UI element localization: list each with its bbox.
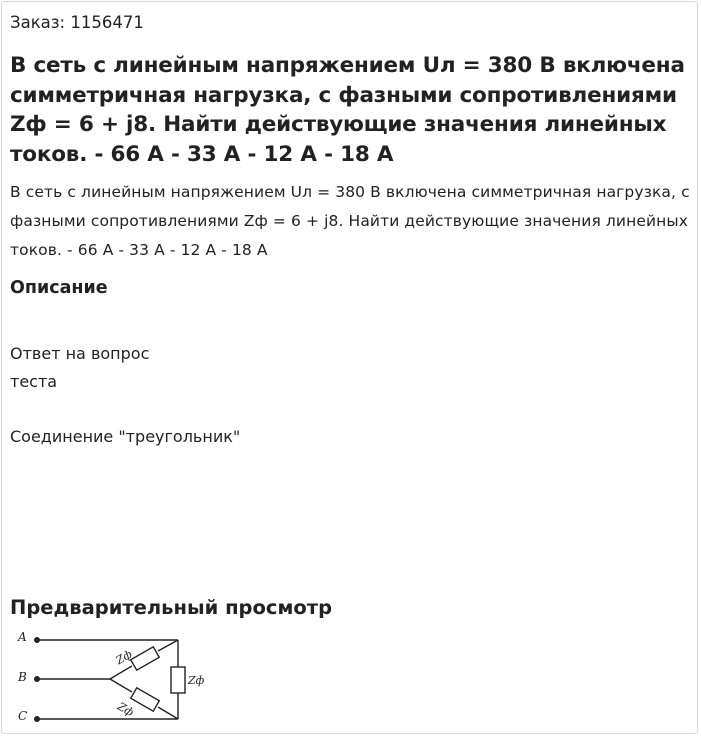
wire-diag-top-1 [110,666,132,679]
order-number: Заказ: 1156471 [10,13,144,32]
node-a-label: A [18,630,27,644]
preview-heading: Предварительный просмотр [10,596,333,619]
page-title: В сеть с линейным напряжением Uл = 380 В включена симметричная нагрузка, с фазными сопротивлениями Zф = 6 + j8. Найти действующие значения линейных токов. - 66 А - 33 А - 12 А - 18 А [10,53,685,167]
description-heading: Описание [10,278,108,298]
z-label-right: Zф [188,674,205,687]
terminal-c [34,716,40,722]
z-label-bottom: Zф [115,699,136,720]
node-b-label: B [18,670,27,684]
terminal-a [34,637,40,643]
connection-text: Соединение "треугольник" [10,427,241,446]
node-c-label: C [18,709,28,723]
wire-diag-bottom-2 [158,707,178,719]
question-text: В сеть с линейным напряжением Uл = 380 В включена симметричная нагрузка, с фазными сопротивлениями Zф = 6 + j8. Найти действующие значения линейных токов. - 66 А - 33 А - 12 А - 18 А [10,183,690,259]
wire-diag-top-2 [158,640,178,651]
delta-circuit-diagram [2,622,205,732]
resistor-top [131,647,160,670]
terminal-b [34,676,40,682]
wire-diag-bottom-1 [110,679,132,692]
content-card [1,1,698,734]
answer-text: Ответ на вопрос теста [10,344,150,391]
resistor-right [171,667,185,693]
z-label-top: Zф [113,647,135,668]
